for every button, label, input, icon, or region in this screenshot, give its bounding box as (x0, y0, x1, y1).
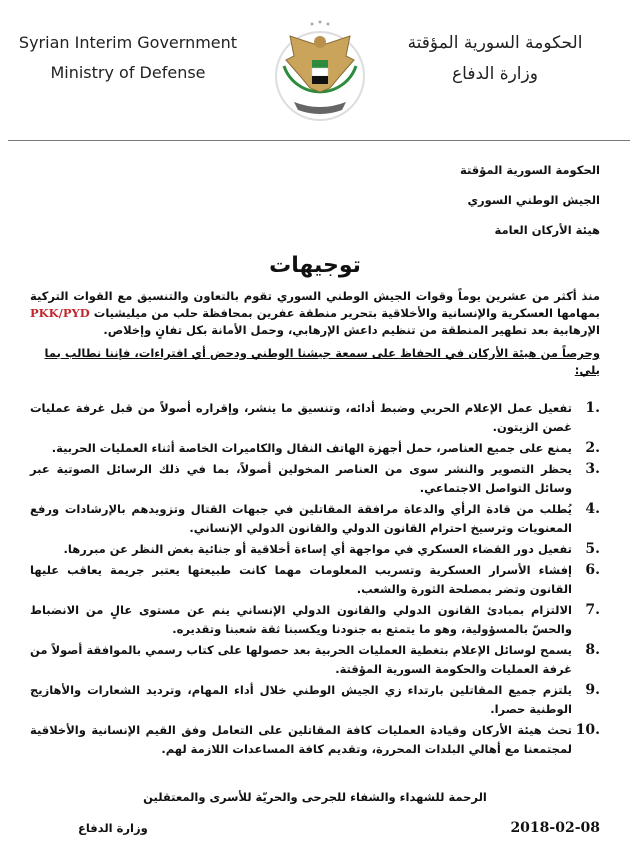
header-ar-line2: وزارة الدفاع (452, 64, 538, 84)
list-item (30, 681, 600, 719)
addressee-line: الحكومة السورية المؤقتة (459, 163, 600, 177)
item-number: .9 (585, 682, 600, 698)
item-number: .2 (585, 440, 600, 456)
item-number: .3 (585, 461, 600, 477)
item-text: يلتزم جميع المقاتلين بارتداء زي الجيش الوطني خلال أداء المهام، وترديد الشعارات والأهازيج الوطنية حصرا. (30, 683, 572, 716)
list-item (30, 561, 600, 599)
signature: وزارة الدفاع (78, 821, 148, 835)
header-ar-line1: الحكومة السورية المؤقتة (407, 33, 583, 53)
addressee-line: هيئة الأركان العامة (494, 223, 600, 237)
item-text: تفعيل عمل الإعلام الحربي وضبط أدائه، وتنسيق ما ينشر، وإقراره أصولاً من قبل غرفة عمليات غصن الزيتون. (30, 401, 572, 434)
directives-list (30, 399, 600, 759)
item-number: .4 (585, 501, 600, 517)
list-item (30, 460, 600, 498)
list-item (30, 439, 600, 458)
list-item (30, 721, 600, 759)
item-text: يمنع على جميع العناصر، حمل أجهزة الهاتف النقال والكاميرات الخاصة أثناء العمليات الحربية. (51, 441, 572, 455)
closing-line: الرحمة للشهداء والشفاء للجرحى والحريّة للأسرى والمعتقلين (143, 790, 487, 804)
item-text: الالتزام بمبادئ القانون الدولي والقانون الدولي الإنساني ينم عن مستوى عالٍ من الانضباط والحسّ بالمسؤولية، وهو ما يتمتع به جنودنا ويكسبنا ثقة شعبنا وتقديره. (30, 603, 572, 636)
item-text: تفعيل دور القضاء العسكري في مواجهة أي إساءة أخلاقية أو جنائية بغض النظر عن مبررها. (63, 542, 572, 556)
item-text: تحث هيئة الأركان وقيادة العمليات كافة المقاتلين على التعامل وفق القيم الإنسانية والأخلاقية لمجتمعنا مع أهالي البلدات المحررة، وتقديم كافة المساعدات اللازمة لهم. (30, 723, 572, 756)
list-item (30, 500, 600, 538)
item-number: .1 (585, 400, 600, 416)
pkk-highlight: PKK/PYD (30, 306, 90, 320)
item-text: يُطلب من قادة الرأي والدعاة مرافقة المقاتلين في جبهات القتال وتزويدهم بالإرشادات ورفع المعنويات وترسيخ احترام القانون الدولي والقانون الدولي الإنساني. (30, 502, 572, 535)
demand-line: وحرصاً من هيئة الأركان في الحفاظ على سمعة جيشنا الوطني ودحض أي افتراءات، فإننا نطالب بما يلي: (44, 346, 600, 377)
document-date: 2018-02-08 (510, 820, 600, 836)
intro-text: الإرهابية بعد تطهير المنطقة من تنظيم داعش الإرهابي، وحمل الأمانة بكل تفانٍ وإخلاص. (103, 323, 600, 337)
item-number: .7 (585, 602, 600, 618)
item-number: .5 (585, 541, 600, 557)
list-item (30, 601, 600, 639)
item-text: يحظر التصوير والنشر سوى من العناصر المخولين أصولاً، بما في ذلك الرسائل الصوتية عبر وسائل التواصل الاجتماعي. (30, 462, 572, 495)
item-number: .8 (585, 642, 600, 658)
list-item (30, 399, 600, 437)
header-en-line1: Syrian Interim Government (18, 33, 238, 52)
item-number: .10 (575, 722, 600, 738)
list-item (30, 641, 600, 679)
document-title: توجيهات (269, 253, 361, 278)
document-footer (30, 818, 600, 838)
intro-paragraph (30, 288, 600, 339)
item-text: يسمح لوسائل الإعلام بتغطية العمليات الحربية بعد حصولها على كتاب رسمي بالموافقة أصولاً من غرفة العمليات والحكومة السورية المؤقتة. (30, 643, 572, 676)
item-number: .6 (585, 562, 600, 578)
addressee-line: الجيش الوطني السوري (467, 193, 600, 207)
list-item (30, 540, 600, 559)
intro-text: منذ أكثر من عشرين يوماً وقوات الجيش الوطني السوري تقوم بالتعاون والتنسيق مع القوات التركية بمهامها العسكرية والإنسانية والأخلاقية بتحرير منطقة عفرين بمحافظة حلب من ميليشيات (30, 289, 600, 320)
item-text: إفشاء الأسرار العسكرية وتسريب المعلومات مهما كانت طبيعتها يعتبر جريمة يعاقب عليها القانون وتضر بمصلحة الثورة والشعب. (30, 563, 572, 596)
header-en-line2: Ministry of Defense (50, 63, 206, 82)
